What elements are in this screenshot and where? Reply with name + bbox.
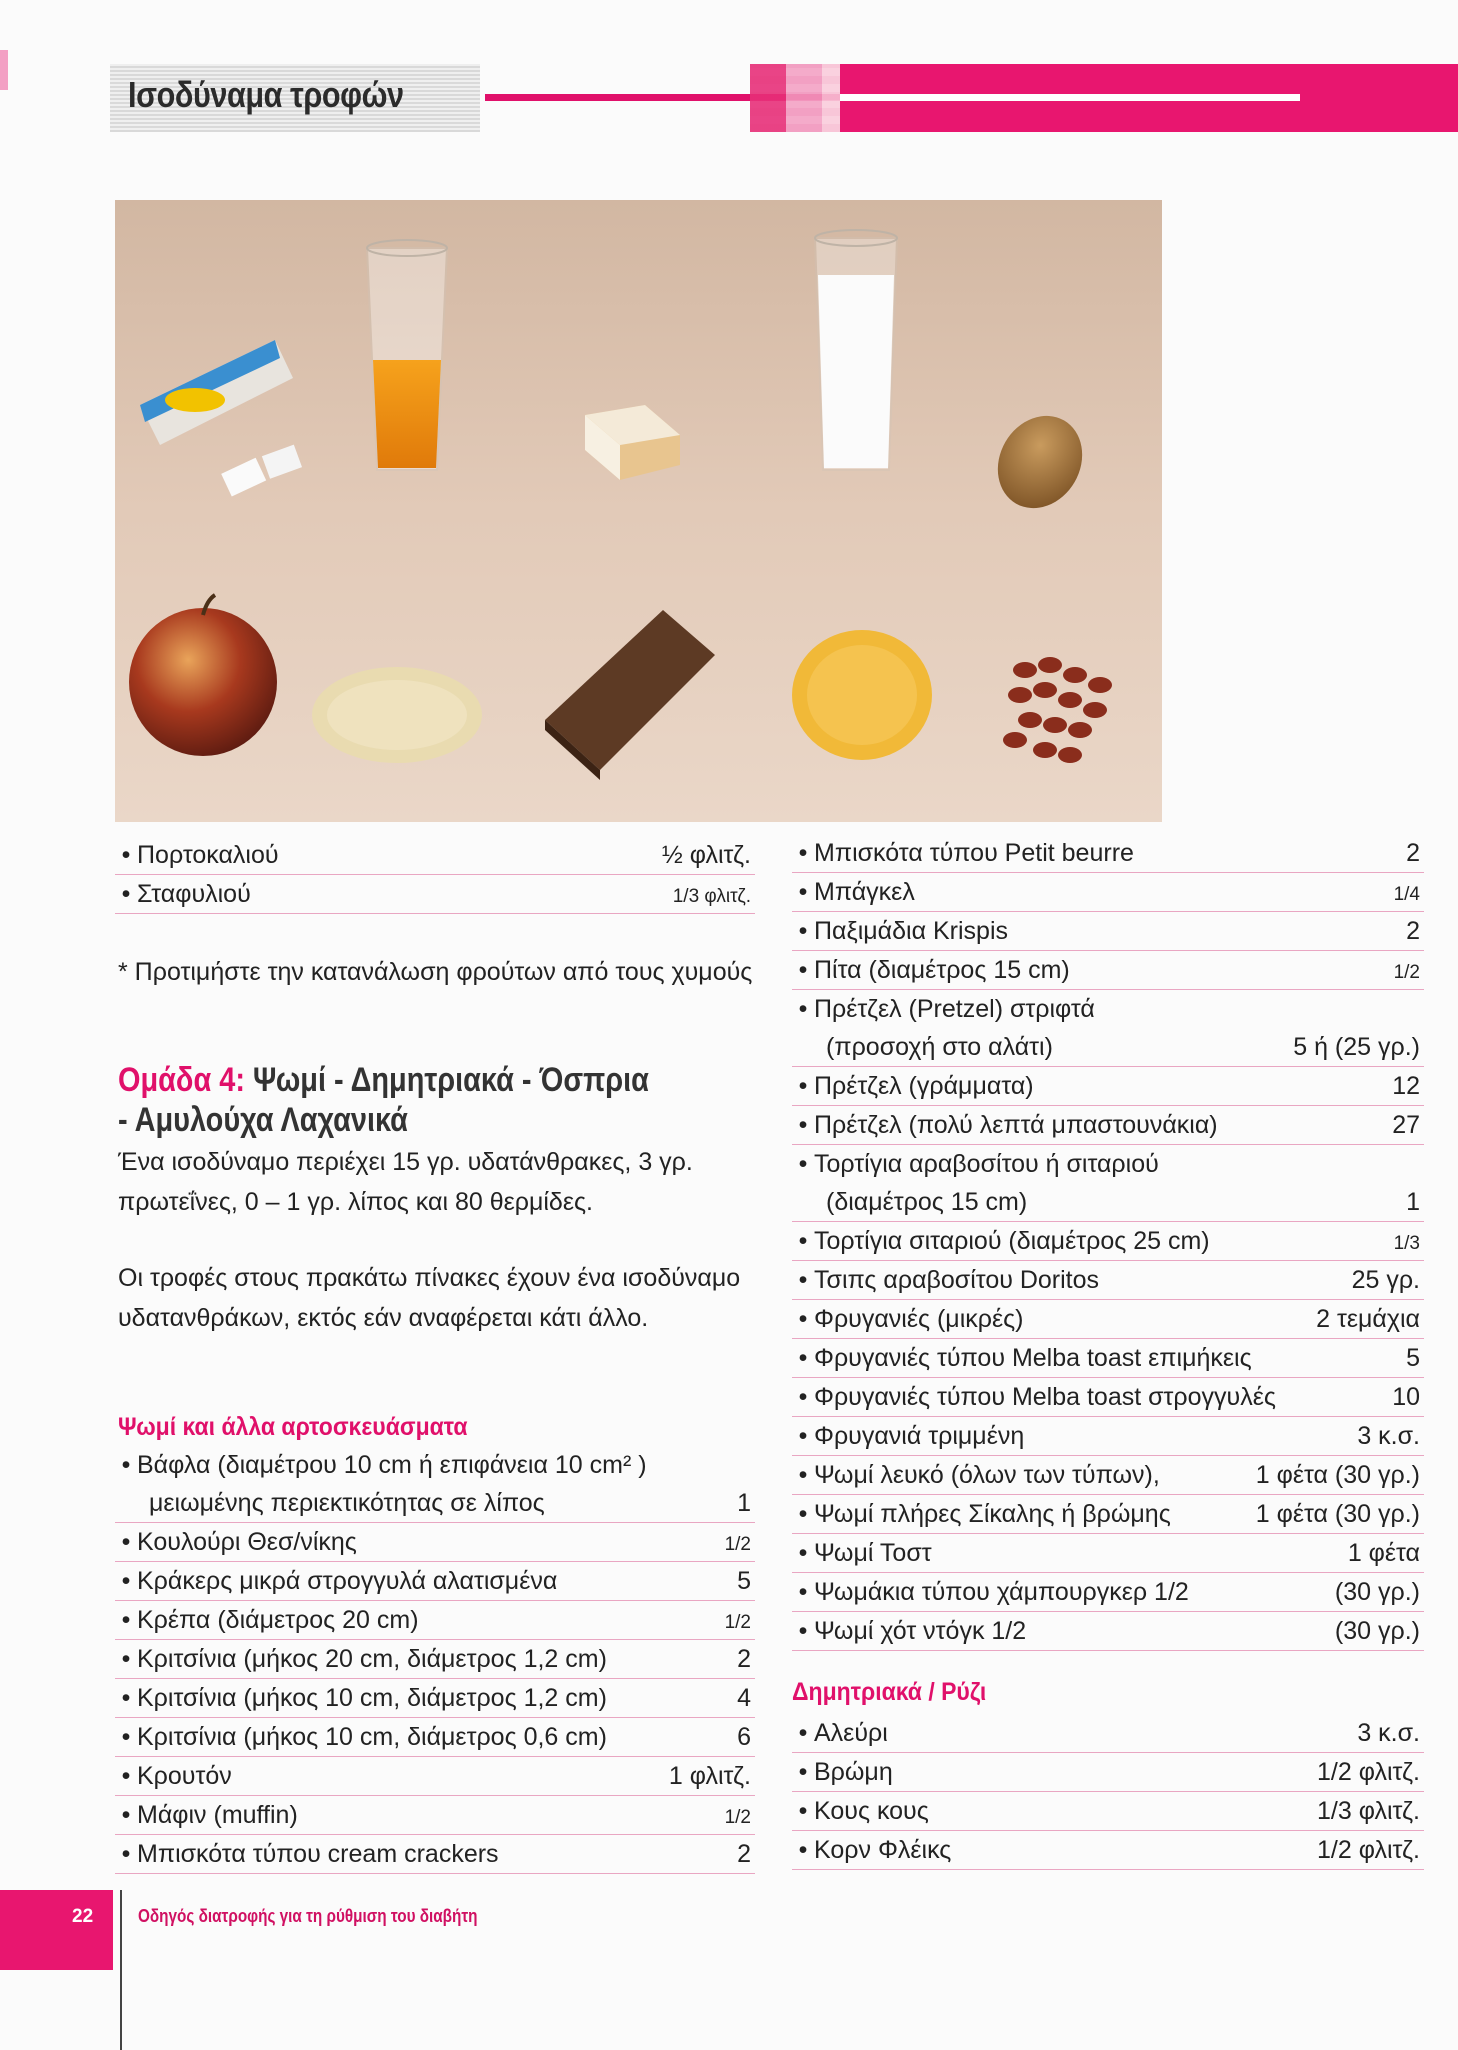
list-item <box>115 1718 755 1757</box>
list-item <box>792 873 1424 912</box>
list-item <box>792 1300 1424 1339</box>
list-item <box>115 1640 755 1679</box>
item-quantity: 1 φέτα (30 γρ.) <box>1255 1461 1420 1489</box>
bullet-icon: • <box>121 1451 131 1479</box>
list-item <box>792 1145 1424 1183</box>
list-item <box>792 912 1424 951</box>
footer-accent <box>0 1890 113 1970</box>
list-item <box>115 1757 755 1796</box>
item-quantity: 5 <box>1406 1344 1420 1372</box>
item-name: Ψωμί λευκό (όλων των τύπων), <box>814 1461 1160 1489</box>
bullet-icon: • <box>798 1719 808 1747</box>
list-item <box>792 1028 1424 1067</box>
item-name: Φρυγανιές (μικρές) <box>814 1305 1024 1333</box>
group-heading: Ομάδα 4: Ψωμί - Δημητριακά - Όσπρια - Αμυλούχα Λαχανικά <box>118 1061 649 1139</box>
item-quantity: (30 γρ.) <box>1334 1617 1420 1645</box>
item-name: (διαμέτρος 15 cm) <box>826 1188 1028 1216</box>
item-name: Τσιπς αραβοσίτου Doritos <box>814 1266 1100 1294</box>
item-quantity: 1/2 <box>1393 962 1420 983</box>
cereal-list <box>792 1714 1424 1870</box>
bullet-icon: • <box>798 1266 808 1294</box>
bullet-icon: • <box>798 1072 808 1100</box>
item-name: Φρυγανιά τριμμένη <box>814 1422 1025 1450</box>
bullet-icon: • <box>798 1500 808 1528</box>
page-title: Ισοδύναμα τροφών <box>128 74 404 115</box>
item-name: Τορτίγια αραβοσίτου ή σιταριού <box>814 1150 1159 1178</box>
item-name: μειωμένης περιεκτικότητας σε λίπος <box>149 1489 545 1517</box>
list-item <box>792 1831 1424 1870</box>
item-name: Κριτσίνια (μήκος 10 cm, διάμετρος 0,6 cm) <box>137 1723 607 1751</box>
item-quantity: 1 <box>1406 1188 1420 1216</box>
bullet-icon: • <box>798 1305 808 1333</box>
bullet-icon: • <box>121 1645 131 1673</box>
list-item <box>792 1222 1424 1261</box>
item-name: Μπάγκελ <box>814 878 915 906</box>
bullet-icon: • <box>121 1801 131 1829</box>
item-quantity: 3 κ.σ. <box>1357 1422 1420 1450</box>
section-title-cereal: Δημητριακά / Ρύζι <box>792 1678 987 1706</box>
item-quantity: 3 κ.σ. <box>1357 1719 1420 1747</box>
item-name: Μάφιν (muffin) <box>137 1801 298 1829</box>
item-quantity: 4 <box>737 1684 751 1712</box>
item-quantity: 1/2 φλιτζ. <box>1317 1836 1420 1864</box>
item-quantity: 5 <box>737 1567 751 1595</box>
milk-glass-icon <box>815 230 897 470</box>
item-quantity: 2 <box>1406 917 1420 945</box>
list-item <box>115 1835 755 1874</box>
list-item <box>792 1753 1424 1792</box>
item-quantity: 25 γρ. <box>1351 1266 1420 1294</box>
list-item <box>792 1612 1424 1651</box>
item-quantity: 1/2 φλιτζ. <box>1317 1758 1420 1786</box>
bullet-icon: • <box>798 1617 808 1645</box>
list-item <box>115 1523 755 1562</box>
header-title-box <box>110 64 480 132</box>
item-name: Ψωμί χότ ντόγκ 1/2 <box>814 1617 1027 1645</box>
item-quantity: 12 <box>1392 1072 1420 1100</box>
item-name: Κράκερς μικρά στρογγυλά αλατισμένα <box>137 1567 558 1595</box>
bullet-icon: • <box>798 1539 808 1567</box>
bullet-icon: • <box>798 878 808 906</box>
bullet-icon: • <box>798 839 808 867</box>
item-name: Πρέτζελ (γράμματα) <box>814 1072 1034 1100</box>
header-accent-rule <box>840 94 1300 101</box>
list-item <box>792 1106 1424 1145</box>
item-quantity: 5 ή (25 γρ.) <box>1293 1033 1420 1061</box>
list-item <box>115 1484 755 1523</box>
item-quantity: 2 τεμάχια <box>1316 1305 1420 1333</box>
item-quantity: 1 φέτα <box>1347 1539 1420 1567</box>
item-quantity: 10 <box>1392 1383 1420 1411</box>
item-quantity: 6 <box>737 1723 751 1751</box>
item-quantity: 1 φλιτζ. <box>668 1762 751 1790</box>
item-name: Πίτα (διαμέτρος 15 cm) <box>814 956 1070 984</box>
item-name: Φρυγανιές τύπου Melba toast επιμήκεις <box>814 1344 1252 1372</box>
item-name: Τορτίγια σιταριού (διαμέτρος 25 cm) <box>814 1227 1210 1255</box>
bullet-icon: • <box>798 1150 808 1178</box>
edge-marker <box>0 50 8 90</box>
item-quantity: 2 <box>1406 839 1420 867</box>
bullet-icon: • <box>121 1762 131 1790</box>
section-title-bread: Ψωμί και άλλα αρτοσκευάσματα <box>118 1413 468 1441</box>
bullet-icon: • <box>798 1111 808 1139</box>
item-name: Βρώμη <box>814 1758 893 1786</box>
bullet-icon: • <box>798 1461 808 1489</box>
bullet-icon: • <box>798 956 808 984</box>
item-quantity: 27 <box>1392 1111 1420 1139</box>
item-name: Ψωμί πλήρες Σίκαλης ή βρώμης <box>814 1500 1171 1528</box>
item-name: Κριτσίνια (μήκος 10 cm, διάμετρος 1,2 cm) <box>137 1684 607 1712</box>
bullet-icon: • <box>798 917 808 945</box>
item-name: Μπισκότα τύπου cream crackers <box>137 1840 499 1868</box>
item-quantity: 2 <box>737 1645 751 1673</box>
bullet-icon: • <box>121 1528 131 1556</box>
orange-juice-glass-icon <box>367 240 447 470</box>
list-item <box>792 990 1424 1028</box>
list-item <box>792 951 1424 990</box>
item-name: Πρέτζελ (πολύ λεπτά μπαστουνάκια) <box>814 1111 1218 1139</box>
item-quantity: 1/3 φλιτζ. <box>1317 1797 1420 1825</box>
item-quantity: 1/3 <box>1393 1233 1420 1254</box>
item-name: Κρέπα (διάμετρος 20 cm) <box>137 1606 419 1634</box>
list-item <box>792 1456 1424 1495</box>
bullet-icon: • <box>121 1723 131 1751</box>
item-name: Μπισκότα τύπου Petit beurre <box>814 839 1134 867</box>
bullet-icon: • <box>798 1422 808 1450</box>
item-quantity: 1 <box>737 1489 751 1517</box>
item-name: Βάφλα (διαμέτρου 10 cm ή επιφάνεια 10 cm² ) <box>137 1451 647 1479</box>
page-header <box>110 64 1458 132</box>
item-name: Ψωμάκια τύπου χάμπουργκερ 1/2 <box>814 1578 1189 1606</box>
page-number: 22 <box>72 1906 94 1927</box>
bullet-icon: • <box>121 1567 131 1595</box>
list-item <box>792 1714 1424 1753</box>
item-quantity: 1/2 <box>724 1807 751 1828</box>
item-quantity: 1/2 <box>724 1612 751 1633</box>
bread-list-right <box>792 834 1424 1651</box>
item-name: Κους κους <box>814 1797 929 1825</box>
list-item <box>792 1261 1424 1300</box>
bullet-icon: • <box>798 1797 808 1825</box>
list-item <box>792 1495 1424 1534</box>
list-item <box>792 1378 1424 1417</box>
list-item: • Πορτοκαλιού ½ φλιτζ. <box>115 836 755 875</box>
list-item <box>792 834 1424 873</box>
bullet-icon: • <box>121 1684 131 1712</box>
food-equivalents-photo <box>115 200 1162 822</box>
bullet-icon: • <box>798 1758 808 1786</box>
list-item <box>792 1183 1424 1222</box>
fruit-list <box>115 836 755 914</box>
list-item <box>792 1792 1424 1831</box>
item-name: Κορν Φλέικς <box>814 1836 952 1864</box>
item-name: Κουλούρι Θεσ/νίκης <box>137 1528 357 1556</box>
bullet-icon: • <box>798 1836 808 1864</box>
item-name: Κριτσίνια (μήκος 20 cm, διάμετρος 1,2 cm) <box>137 1645 607 1673</box>
list-item <box>792 1339 1424 1378</box>
bullet-icon: • <box>798 1578 808 1606</box>
bullet-icon: • <box>121 1840 131 1868</box>
item-quantity: (30 γρ.) <box>1334 1578 1420 1606</box>
item-quantity: 1/4 <box>1393 884 1420 905</box>
footer-divider <box>120 1890 122 2050</box>
list-item <box>115 1446 755 1484</box>
list-item <box>792 1534 1424 1573</box>
header-accent-bar <box>840 64 1458 132</box>
bullet-icon: • <box>798 1344 808 1372</box>
list-item <box>115 1679 755 1718</box>
intro-paragraph-2: Οι τροφές στους πρακάτω πίνακες έχουν ένα ισοδύναμο υδατανθράκων, εκτός εάν αναφέρεται κάτι άλλο. <box>118 1264 741 1332</box>
item-name: Αλεύρι <box>814 1719 888 1747</box>
item-quantity: 1 φέτα (30 γρ.) <box>1255 1500 1420 1528</box>
footer-title: Οδηγός διατροφής για τη ρύθμιση του διαβήτη <box>138 1906 478 1926</box>
intro-paragraph: Ένα ισοδύναμο περιέχει 15 γρ. υδατάνθρακες, 3 γρ. πρωτεΐνες, 0 – 1 γρ. λίπος και 80 θερμίδες. <box>118 1148 693 1216</box>
item-quantity: 1/2 <box>724 1534 751 1555</box>
item-name: Φρυγανιές τύπου Melba toast στρογγυλές <box>814 1383 1276 1411</box>
list-item <box>792 1417 1424 1456</box>
item-name: Ψωμί Τοστ <box>814 1539 932 1567</box>
list-item <box>792 1067 1424 1106</box>
bread-list-left <box>115 1446 755 1874</box>
item-quantity: 2 <box>737 1840 751 1868</box>
list-item <box>115 1601 755 1640</box>
bullet-icon: • <box>121 1606 131 1634</box>
bullet-icon: • <box>798 1383 808 1411</box>
item-name: Κρουτόν <box>137 1762 232 1790</box>
item-name: Παξιμάδια Krispis <box>814 917 1008 945</box>
bullet-icon: • <box>798 995 808 1023</box>
list-item <box>115 1796 755 1835</box>
item-name: (προσοχή στο αλάτι) <box>826 1033 1053 1061</box>
item-name: Πρέτζελ (Pretzel) στριφτά <box>814 995 1095 1023</box>
list-item <box>115 1562 755 1601</box>
bullet-icon: • <box>798 1227 808 1255</box>
list-item: • Σταφυλιού 1/3 φλιτζ. <box>115 875 755 914</box>
juice-note: * Προτιμήστε την κατανάλωση φρούτων από τους χυμούς <box>118 958 753 986</box>
list-item <box>792 1573 1424 1612</box>
